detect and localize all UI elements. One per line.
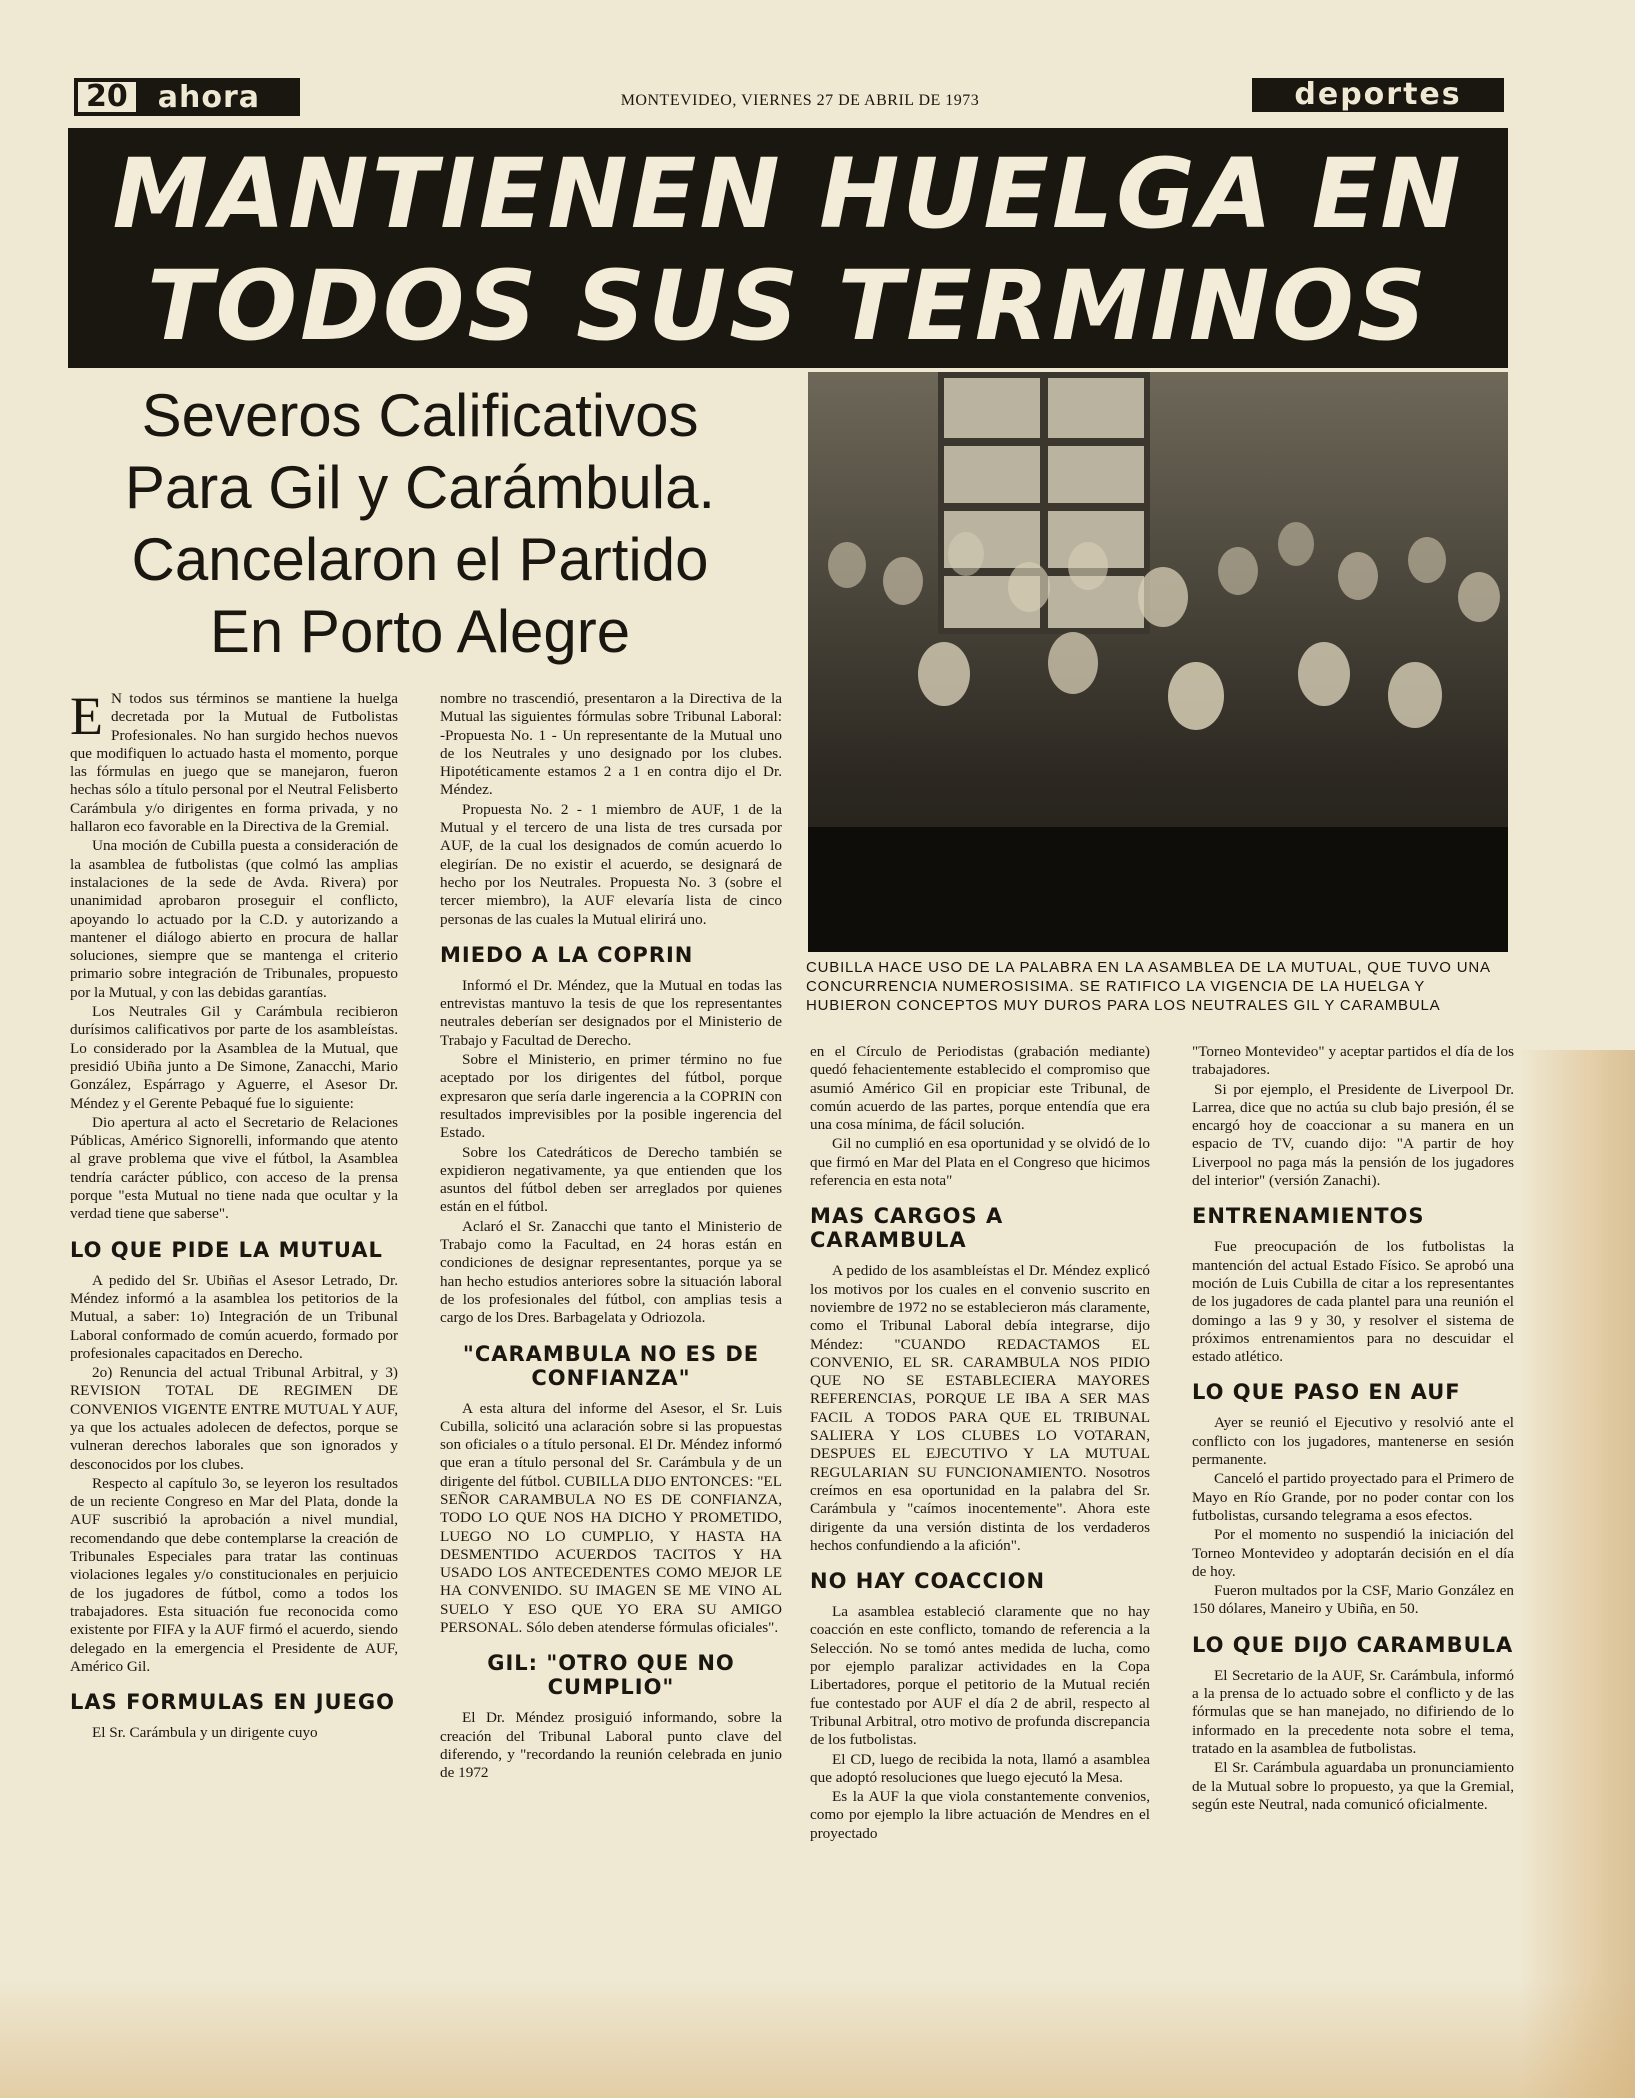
paragraph: Sobre los Catedráticos de Derecho también se expidieron negativamente, ya que entienden que los asuntos del fútbol deben ser arreglados por quienes están en el fútbol. xyxy=(440,1143,782,1216)
column-4 xyxy=(1192,1043,1514,1815)
paragraph: Propuesta No. 2 - 1 miembro de AUF, 1 de la Mutual y el tercero de una lista de tres cursada por AUF, de la cual los designados de común acuerdo lo elegirían. De no existir el acuerdo, se designará de hecho por los Neutrales. Propuesta No. 3 (sobre el tercer miembro), la AUF elevaría lista de cinco personas de las cuales la Mutual elirirá uno. xyxy=(440,800,782,928)
paragraph: Fue preocupación de los futbolistas la mantención del actual Estado Físico. Se aprobó una moción de Luis Cubilla de citar a los representantes de los jugadores de cada plantel para una reunión el domingo a las 9 y 30, y resolver el sistema de próximos entrenamientos para no descuidar el estado atlético. xyxy=(1192,1238,1514,1366)
section-heading: LAS FORMULAS EN JUEGO xyxy=(70,1690,395,1715)
lead-text: N todos sus términos se mantiene la huelga decretada por la Mutual de Futbolistas Profesionales. No han surgido hechos nuevos que modifiquen lo actuado hasta el momento, porque las fórmulas en juego que se manejaron, fueron hechas sólo a título personal por el Neutral Felisberto Carámbula y/o dirigentes en forma privada, y no hallaron eco favorable en la Directiva de la Gremial. xyxy=(70,690,398,836)
column-2 xyxy=(440,690,782,1784)
paragraph: La asamblea estableció claramente que no hay coacción en este conflicto, tomando de referencia a la Selección. No se tomó antes medida de lucha, como por ejemplo paralizar actividades en la Copa Libertadores, porque el petitorio de la Mutual recién fue contestado por AUF el día 2 de abril, respecto al Tribunal Arbitral, otro motivo de profunda discrepancia de los futbolistas. xyxy=(810,1603,1150,1749)
paragraph: Ayer se reunió el Ejecutivo y resolvió ante el conflicto con los jugadores, mantenerse en sesión permanente. xyxy=(1192,1414,1514,1469)
section-heading: LO QUE PASO EN AUF xyxy=(1192,1380,1461,1405)
subhead-line-4: En Porto Alegre xyxy=(209,598,631,665)
section-heading: LO QUE PIDE LA MUTUAL xyxy=(70,1237,383,1262)
paragraph: Si por ejemplo, el Presidente de Liverpool Dr. Larrea, dice que no actúa su club bajo presión, él se encargó hoy de coaccionar a su manera en un espacio de TV, cuando dijo: "A partir de hoy Liverpool no paga más la pensión de los jugadores del interior" (versión Zanachi). xyxy=(1192,1080,1514,1190)
section-heading: LO QUE DIJO CARAMBULA xyxy=(1192,1632,1514,1657)
paragraph: Dio apertura al acto el Secretario de Relaciones Públicas, Américo Signorelli, informando que atento al grave problema que vive el fútbol, la Asamblea tendría carácter público, con acceso de la prensa porque "esta Mutual no tiene nada que ocultar y la verdad tiene que saberse". xyxy=(70,1113,398,1223)
paragraph: A pedido de los asambleístas el Dr. Méndez explicó los motivos por los cuales en el convenio suscrito en noviembre de 1972 no se establecieron más claramente, como el Tribunal Laboral debía integrarse, dijo Méndez: "CUANDO REDACTAMOS EL CONVENIO, EL SR. CARAMBULA NOS PIDIO QUE NO SE ESTABLECIERA MAYORES REFERENCIAS, PORQUE LE IBA A SER MAS FACIL A TODOS PARA QUE EL TRIBUNAL SALIERA Y LOS CLUBES LO VOTARAN, DESPUES EL EJECUTIVO Y LA MUTUAL REGULARIAN SU FUNCIONAMIENTO. Nosotros creímos en esa oportunidad en la palabra del Sr. Carámbula y "caímos inocentemente". Ahora este dirigente da una versión distinta de los verdaderos hechos confundiendo a la afición". xyxy=(810,1262,1150,1554)
paragraph: Gil no cumplió en esa oportunidad y se olvidó de lo que firmó en Mar del Plata en el Congreso que hicimos referencia en esta nota" xyxy=(810,1135,1150,1190)
paragraph: Aclaró el Sr. Zanacchi que tanto el Ministerio de Trabajo como la Facultad, en 24 horas están en condiciones de designar representantes, porque ya se han hecho estudios anteriores sobre la situación laboral de los profesionales del fútbol, con amplias tesis a cargo de los Dres. Barbagelata y Odriozola. xyxy=(440,1217,782,1327)
paragraph: El Sr. Carámbula y un dirigente cuyo xyxy=(92,1724,318,1742)
subheadline xyxy=(70,380,770,668)
paragraph: Los Neutrales Gil y Carámbula recibieron durísimos calificativos por parte de los asambleístas. Lo considerado por la Asamblea de la Mutual, que presidió Ubiña junto a De Simone, Zanacchi, Mario González, Espárrago y Aguerre, el Asesor Dr. Méndez y el Gerente Pebaqué fue lo siguiente: xyxy=(70,1003,398,1112)
section-heading: GIL: "OTRO QUE NO CUMPLIO" xyxy=(487,1651,735,1700)
section-heading: MIEDO A LA COPRIN xyxy=(440,942,694,967)
column-3 xyxy=(810,1043,1150,1844)
subhead-line-1: Severos Calificativos xyxy=(141,382,699,449)
paragraph: Sobre el Ministerio, en primer término no fue aceptado por los dirigentes del fútbol, porque expresaron que sería darle ingerencia a la COPRIN con resultados imprevisibles por la posible ingerencia del Estado. xyxy=(440,1051,782,1142)
headline-line-1: MANTIENEN HUELGA EN xyxy=(112,138,1464,250)
paragraph: Canceló el partido proyectado para el Primero de Mayo en Río Grande, por no poder contar con los futbolistas, cursando telegrama a esos efectos. xyxy=(1192,1470,1514,1524)
lead-paragraph xyxy=(70,686,398,836)
subhead-line-3: Cancelaron el Partido xyxy=(131,526,709,593)
paragraph: Es la AUF la que viola constantemente convenios, como por ejemplo la libre actuación de Mendres en el proyectado xyxy=(810,1788,1150,1842)
page-number: 20 xyxy=(78,82,136,112)
paragraph: El Secretario de la AUF, Sr. Carámbula, informó a la prensa de lo actuado sobre el conflicto y de las fórmulas que se han manejado, no difiriendo de lo informado en la precedente nota sobre el tema, tratado en la asamblea de futbolistas. xyxy=(1192,1666,1514,1757)
paragraph: Respecto al capítulo 3o, se leyeron los resultados de un reciente Congreso en Mar del Plata, donde la AUF suscribió la aprobación a nivel mundial, recomendando que debe contemplarse la creación de Tribunales Especiales para tratar las continuas violaciones legales y/o constitucionales en perjuicio de los jugadores de fútbol, como a todos los trabajadores. Esta situación fue reconocida como existente por FIFA y la AUF firmó el acuerdo, siendo delegado en la emergencia el Presidente de AUF, Américo Gil. xyxy=(70,1474,398,1675)
paper-stain xyxy=(1520,1050,1635,2098)
subhead-line-2: Para Gil y Carámbula. xyxy=(124,454,716,521)
paragraph: El Dr. Méndez prosiguió informando, sobre la creación del Tribunal Laboral punto clave del diferendo, y "recordando la reunión celebrada en junio de 1972 xyxy=(440,1709,782,1782)
publication-name: ahora xyxy=(157,79,261,115)
assembly-photo xyxy=(808,372,1508,952)
paragraph: El Sr. Carámbula aguardaba un pronunciamiento de la Mutual sobre lo propuesto, ya que la Gremial, según este Neutral, nada comunicó oficialmente. xyxy=(1192,1759,1514,1813)
drop-cap: E xyxy=(70,686,103,746)
headline-line-2: TODOS SUS TERMINOS xyxy=(147,250,1429,362)
section-heading: "CARAMBULA NO ES DE CONFIANZA" xyxy=(462,1341,760,1390)
paragraph: Por el momento no suspendió la iniciación del Torneo Montevideo y adoptarán decisión en el día de hoy. xyxy=(1192,1526,1514,1580)
paragraph: Fueron multados por la CSF, Mario González en 150 dólares, Maneiro y Ubiña, en 50. xyxy=(1192,1582,1514,1618)
paragraph: A pedido del Sr. Ubiñas el Asesor Letrado, Dr. Méndez informó a la asamblea los petitorios de la Mutual, a saber: 1o) Integración de un Tribunal Laboral conformado de común acuerdo, formado por profesionales capacitados en Derecho. xyxy=(70,1271,398,1362)
paragraph: Una moción de Cubilla puesta a consideración de la asamblea de futbolistas (que colmó las amplias instalaciones de la sede de Avda. Rivera) por unanimidad aprobaron proseguir el conflicto, apoyando lo actuado por la C.D. y autorizando a mantener el diálogo abierto en procura de hallar soluciones, siempre que se mantenga el criterio primario sobre integración de Tribunales, propuesto por la Mutual, y con las debidas garantías. xyxy=(70,837,398,1001)
paper-stain-bottom xyxy=(0,1980,1635,2098)
section-heading: ENTRENAMIENTOS xyxy=(1192,1204,1425,1229)
page-number-box xyxy=(74,78,300,116)
section-label: deportes xyxy=(1252,78,1504,112)
section-heading: NO HAY COACCION xyxy=(810,1569,1046,1594)
photo-table xyxy=(808,827,1508,952)
headline-banner xyxy=(68,128,1508,368)
paragraph: "Torneo Montevideo" y aceptar partidos el día de los trabajadores. xyxy=(1192,1043,1514,1079)
paragraph: Informó el Dr. Méndez, que la Mutual en todas las entrevistas mantuvo la tesis de que los representantes neutrales deberían ser designados por el Ministerio de Trabajo y Facultad de Derecho. xyxy=(440,976,782,1049)
paragraph: A esta altura del informe del Asesor, el Sr. Luis Cubilla, solicitó una aclaración sobre si las propuestas son oficiales o a título personal. El Dr. Méndez informó que eran a título personal del Sr. Carámbula y de un dirigente del fútbol. CUBILLA DIJO ENTONCES: "EL SEÑOR CARAMBULA NO ES DE CONFIANZA, TODO LO QUE NOS HA DICHO Y PROMETIDO, LUEGO NO LO CUMPLIO, Y HASTA HA DESMENTIDO ACUERDOS TACITOS Y HA USADO LOS ANTECEDENTES COMO MEJOR LE HA CONVENIDO. SU IMAGEN SE ME VINO AL SUELO Y ESO QUE YO ERA SU AMIGO PERSONAL. Sólo deben atenderse fórmulas oficiales". xyxy=(440,1399,782,1637)
paragraph: en el Círculo de Periodistas (grabación mediante) quedó fehacientemente establecido el compromiso que asumió Américo Gil en propiciar este Tribunal, de común acuerdo de las partes, porque entendía que era una cosa mínima, de fácil solución. xyxy=(810,1043,1150,1134)
paragraph: nombre no trascendió, presentaron a la Directiva de la Mutual las siguientes fórmulas sobre Tribunal Laboral: -Propuesta No. 1 - Un representante de la Mutual uno de los Neutrales y uno designado por los clubes. Hipotéticamente estamos 2 a 1 en contra dijo el Dr. Méndez. xyxy=(440,690,782,799)
paragraph: El CD, luego de recibida la nota, llamó a asamblea que adoptó resoluciones que luego ejecutó la Mesa. xyxy=(810,1750,1150,1786)
paragraph: 2o) Renuncia del actual Tribunal Arbitral, y 3) REVISION TOTAL DE REGIMEN DE CONVENIOS VIGENTE ENTRE MUTUAL Y AUF, ya que los actuales adolecen de defectos, porque se vulneran derechos laborales que son ignorados y desconocidos por los clubes. xyxy=(70,1364,398,1473)
column-1 xyxy=(70,686,398,1743)
section-heading: MAS CARGOS A CARAMBULA xyxy=(810,1204,1004,1253)
dateline: MONTEVIDEO, VIERNES 27 DE ABRIL DE 1973 xyxy=(620,92,980,109)
photo-caption: CUBILLA HACE USO DE LA PALABRA EN LA ASAMBLEA DE LA MUTUAL, QUE TUVO UNA CONCURRENCIA NUMEROSISIMA. SE RATIFICO LA VIGENCIA DE LA HUELGA Y HUBIERON CONCEPTOS MUY DUROS PARA LOS NEUTRALES GIL Y CARAMBULA xyxy=(806,959,1490,1014)
